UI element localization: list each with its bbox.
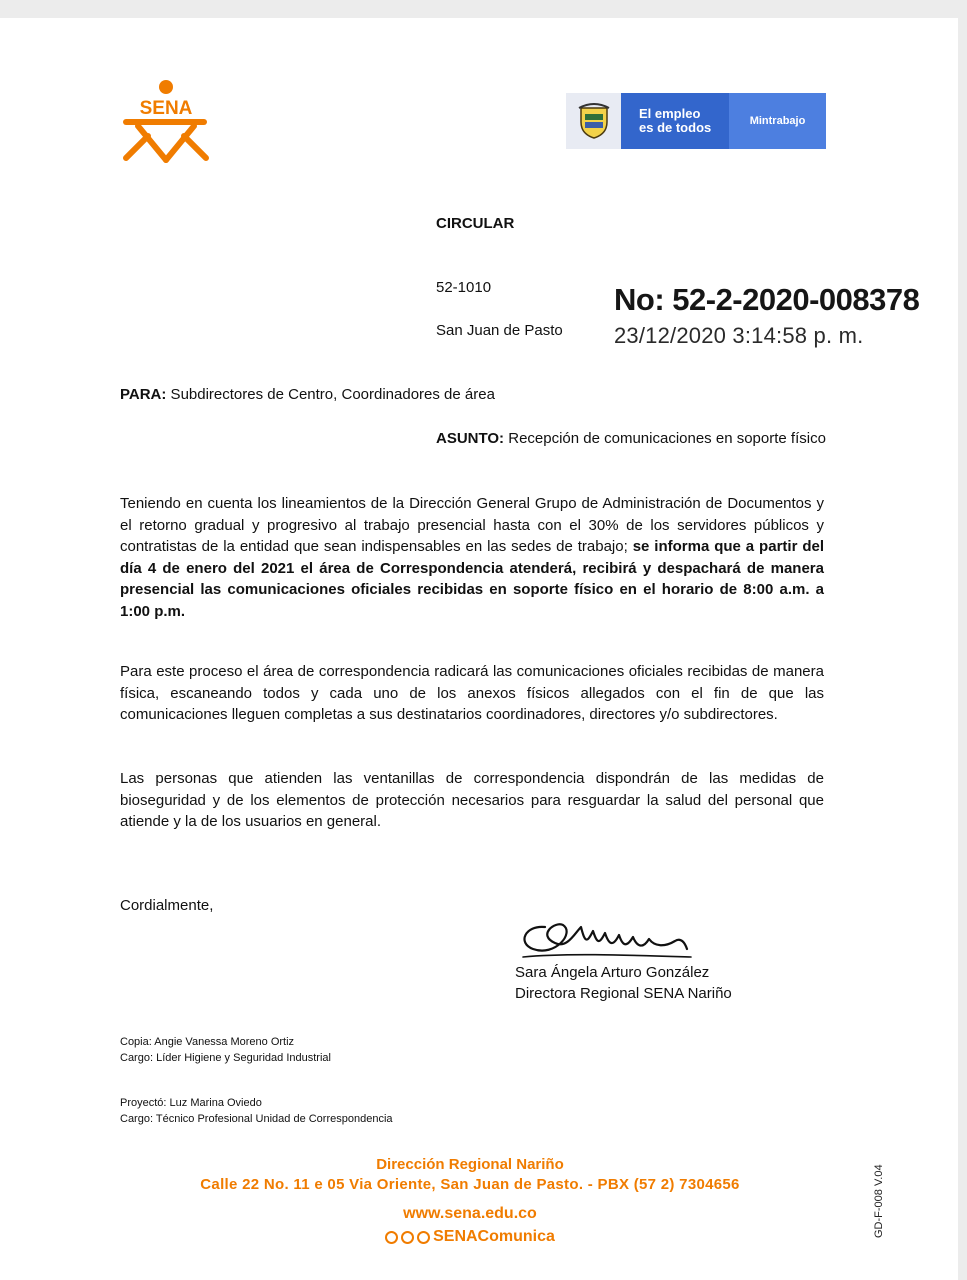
paragraph-1-bold: se informa que a partir del día 4 de enero del 2021 el área de Correspondencia atenderá, recibirá y despachará de manera presencial las comunicaciones oficiales recibidas en soporte físico en el horario de 8:00 a.m. a 1:00 p.m. [120, 538, 824, 620]
signer-block [515, 962, 732, 1004]
form-code [873, 1148, 903, 1243]
prepared-line-1: Proyectó: Luz Marina Oviedo [120, 1097, 262, 1109]
subject-value: Recepción de comunicaciones en soporte físico [504, 430, 826, 447]
document-code: 52-1010 [436, 279, 492, 296]
document-page [0, 18, 958, 1280]
gov-slogan-line2: es de todos [639, 120, 712, 135]
copy-line-1: Copia: Angie Vanessa Moreno Ortiz [120, 1036, 295, 1048]
recipients [120, 386, 495, 403]
gov-slogan [621, 93, 729, 149]
signer-title: Directora Regional SENA Nariño [515, 985, 732, 1002]
facebook-icon [417, 1231, 430, 1244]
footer-social [160, 1227, 780, 1247]
signer-name: Sara Ángela Arturo González [515, 964, 710, 981]
footer-social-handle[interactable]: SENAComunica [433, 1228, 555, 1245]
gov-ministry: Mintrabajo [729, 93, 826, 149]
paragraph-1-normal: Teniendo en cuenta los lineamientos de la Dirección General Grupo de Administración de Documentos y el retorno gradual y progresivo al trabajo presencial hasta con el 30% de los servidores públicos y contratistas de la entidad que sean indispensables en las sedes de trabajo; [120, 495, 824, 555]
copy-line-2: Cargo: Líder Higiene y Seguridad Industrial [120, 1052, 331, 1064]
footer-address: Calle 22 No. 11 e 05 Via Oriente, San Juan de Pasto. - PBX (57 2) 7304656 [200, 1176, 740, 1193]
gov-slogan-line1: El empleo [639, 106, 701, 121]
instagram-icon [401, 1231, 414, 1244]
paragraph-3: Las personas que atienden las ventanillas de correspondencia dispondrán de las medidas de bioseguridad y de los elementos de protección necesarios para resguardar la salud del personal que atiende y la de los usuarios en general. [120, 770, 824, 830]
government-banner [566, 93, 826, 149]
prepared-line-2: Cargo: Técnico Profesional Unidad de Correspondencia [120, 1113, 393, 1125]
radicado-datetime: 23/12/2020 3:14:58 p. m. [614, 323, 864, 348]
form-code-text: GD-F-008 V.04 [873, 1164, 885, 1238]
sena-logo [118, 80, 214, 164]
closing: Cordialmente, [120, 897, 214, 914]
recipients-label: PARA: [120, 386, 167, 403]
paragraph-2: Para este proceso el área de correspondencia radicará las comunicaciones oficiales recibidas de manera física, escaneando todos y cada uno de los anexos físicos allegados con el fin de que las comunicaciones lleguen completas a sus destinatarios coordinadores, directores y/o subdirectores. [120, 663, 824, 723]
twitter-icon [385, 1231, 398, 1244]
handwritten-signature [515, 913, 695, 963]
prepared-block [120, 1095, 393, 1127]
subject [436, 428, 826, 450]
recipients-value: Subdirectores de Centro, Coordinadores de área [166, 386, 495, 403]
sena-logo-text: SENA [139, 98, 193, 119]
footer-website[interactable]: www.sena.edu.co [403, 1205, 537, 1222]
paragraph-1 [120, 493, 824, 622]
footer-office: Dirección Regional Nariño [376, 1156, 564, 1173]
document-city: San Juan de Pasto [436, 322, 563, 339]
subject-label: ASUNTO: [436, 430, 505, 447]
radicado-number: No: 52-2-2020-008378 [614, 282, 920, 317]
document-type: CIRCULAR [436, 215, 515, 232]
copy-block [120, 1034, 331, 1066]
footer [160, 1155, 780, 1247]
colombia-shield-icon [566, 93, 621, 149]
